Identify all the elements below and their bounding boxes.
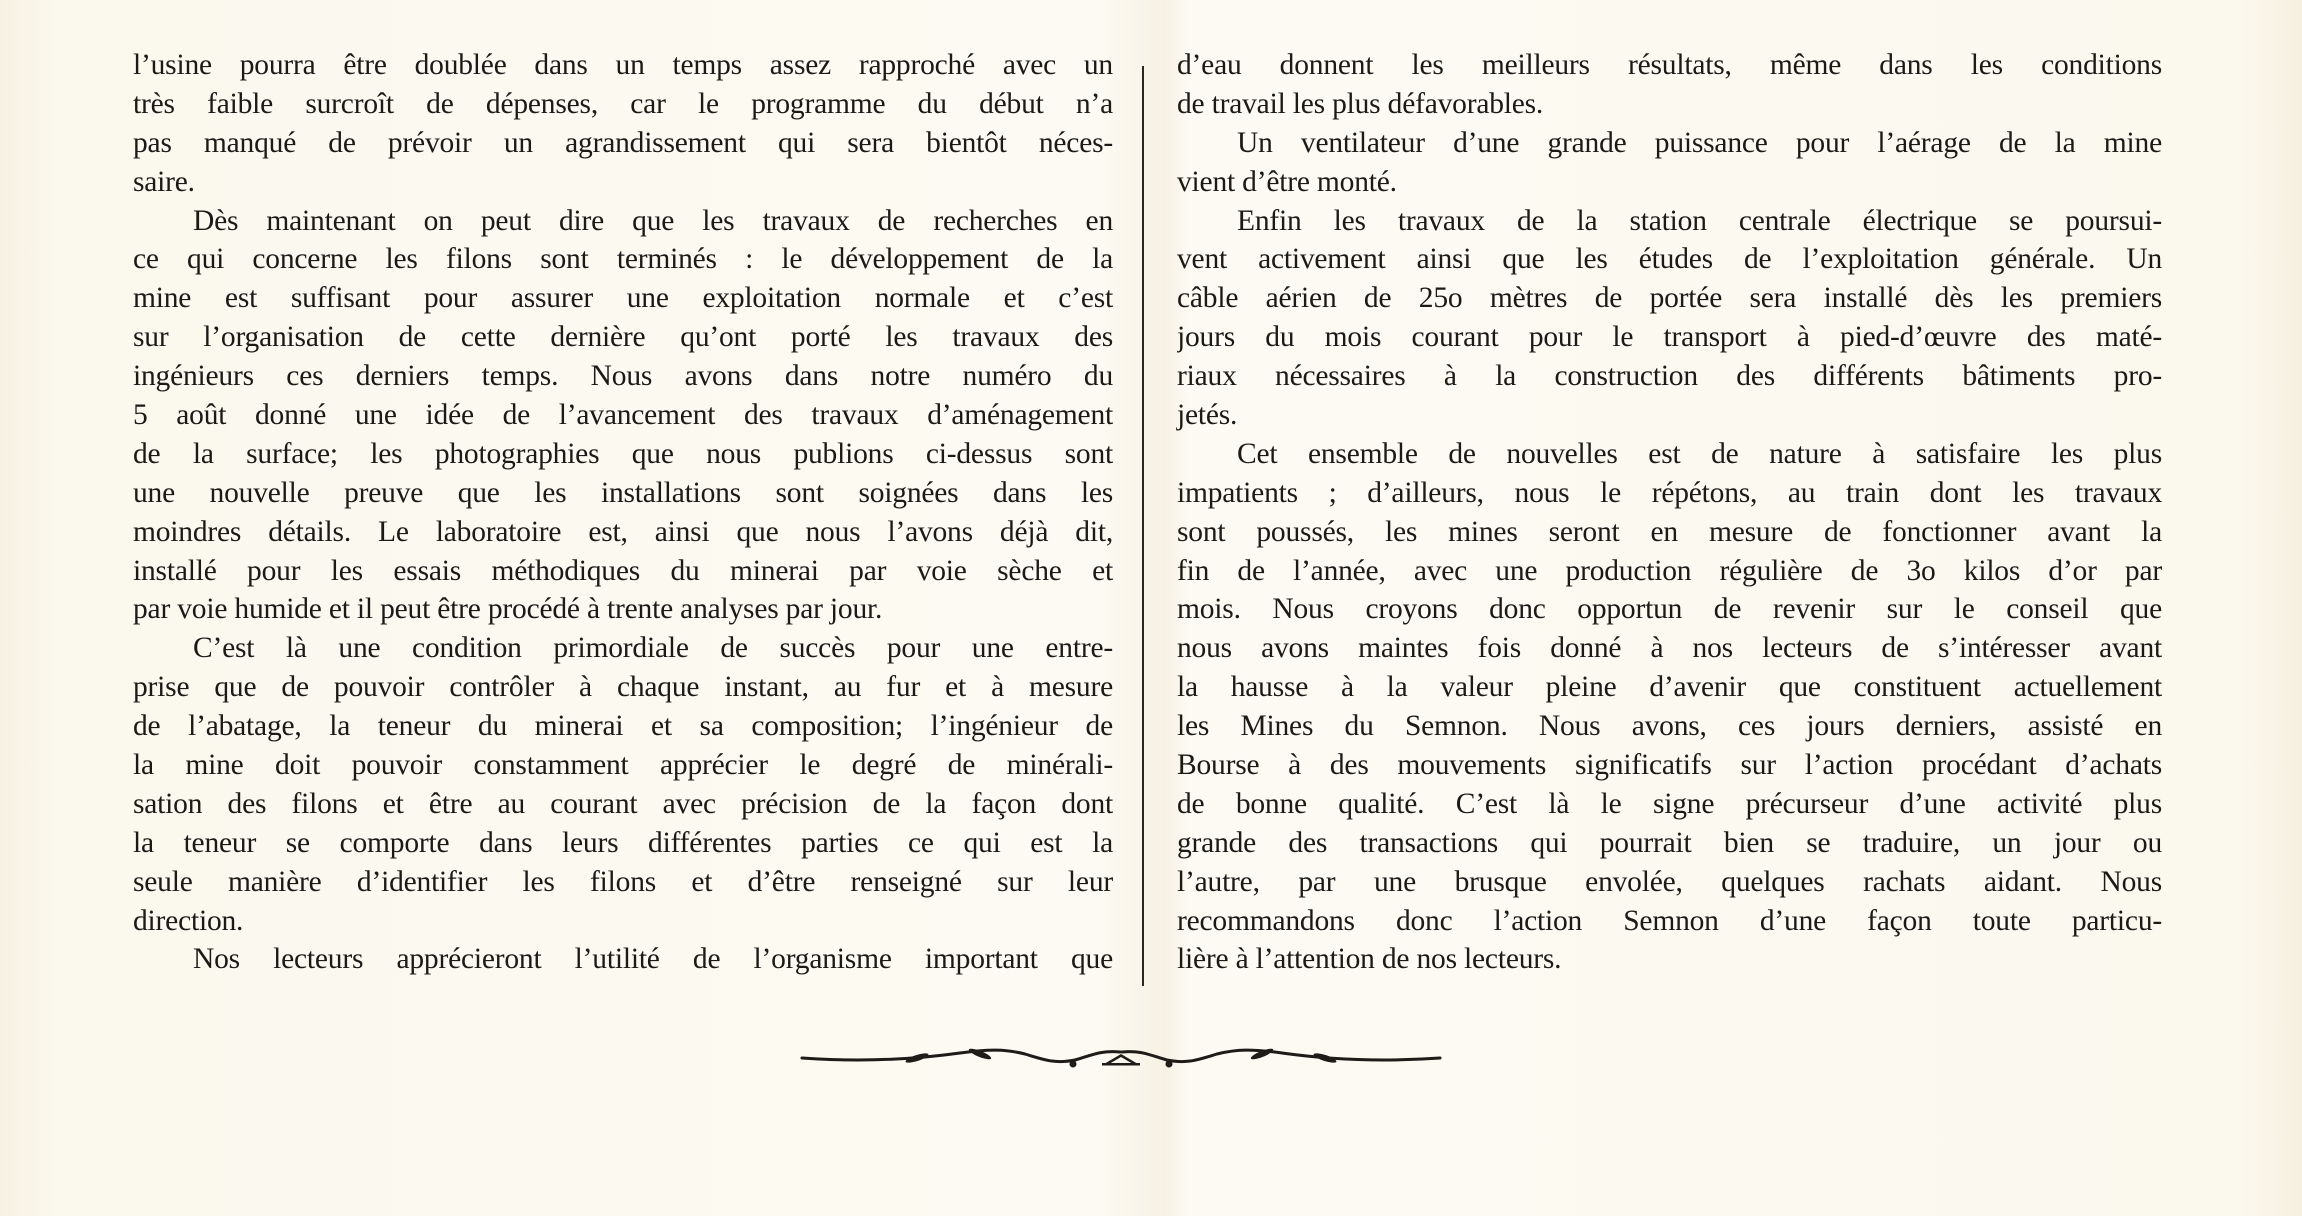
text-line: mine est suffisant pour assurer une exploitation normale et c’est [133, 282, 1113, 315]
text-line: prise que de pouvoir contrôler à chaque instant, au fur et à mesure [133, 671, 1113, 704]
text-line: la hausse à la valeur pleine d’avenir que constituent actuellement [1177, 671, 2162, 704]
left-column [133, 46, 1113, 979]
text-line: impatients ; d’ailleurs, nous le répétons, au train dont les travaux [1177, 476, 2162, 509]
text-line: de travail les plus défavorables. [1177, 87, 1544, 120]
text-line: Enfin les travaux de la station centrale électrique se poursui- [1237, 204, 2162, 237]
text-line: la mine doit pouvoir constamment apprécier le degré de minérali- [133, 749, 1113, 782]
text-line: moindres détails. Le laboratoire est, ainsi que nous l’avons déjà dit, [133, 515, 1113, 548]
text-line: sur l’organisation de cette dernière qu’ont porté les travaux des [133, 321, 1113, 354]
text-line: grande des transactions qui pourrait bien se traduire, un jour ou [1177, 826, 2162, 859]
text-line: de l’abatage, la teneur du minerai et sa composition; l’ingénieur de [133, 710, 1113, 743]
text-line: les Mines du Semnon. Nous avons, ces jours derniers, assisté en [1177, 710, 2162, 743]
fleuron-divider-icon [800, 1036, 1442, 1076]
text-line: Cet ensemble de nouvelles est de nature à satisfaire les plus [1237, 437, 2162, 470]
column-divider [1142, 66, 1144, 986]
text-line: saire. [133, 165, 195, 198]
text-line: pas manqué de prévoir un agrandissement qui sera bientôt néces- [133, 126, 1113, 159]
text-line: l’autre, par une brusque envolée, quelques rachats aidant. Nous [1177, 865, 2162, 898]
text-line: Dès maintenant on peut dire que les travaux de recherches en [193, 204, 1113, 237]
text-line: d’eau donnent les meilleurs résultats, même dans les conditions [1177, 49, 2162, 81]
right-column [1177, 46, 2162, 979]
text-line: câble aérien de 25o mètres de portée sera installé dès les premiers [1177, 282, 2162, 315]
text-line: ingénieurs ces derniers temps. Nous avons dans notre numéro du [133, 360, 1113, 393]
text-line: jetés. [1177, 399, 1238, 432]
text-line: l’usine pourra être doublée dans un temps assez rapproché avec un [133, 49, 1113, 81]
text-line: installé pour les essais méthodiques du minerai par voie sèche et [133, 554, 1113, 587]
text-line: C’est là une condition primordiale de succès pour une entre- [193, 632, 1113, 665]
text-line: Un ventilateur d’une grande puissance pour l’aérage de la mine [1237, 126, 2162, 159]
text-line: seule manière d’identifier les filons et d’être renseigné sur leur [133, 865, 1113, 898]
text-line: la teneur se comporte dans leurs différentes parties ce qui est la [133, 826, 1113, 859]
text-line: jours du mois courant pour le transport à pied-d’œuvre des maté- [1177, 321, 2162, 354]
text-line: par voie humide et il peut être procédé à trente analyses par jour. [133, 593, 883, 626]
text-line: fin de l’année, avec une production régulière de 3o kilos d’or par [1177, 554, 2162, 587]
text-line: sation des filons et être au courant avec précision de la façon dont [133, 787, 1113, 820]
text-line: riaux nécessaires à la construction des différents bâtiments pro- [1177, 360, 2162, 393]
text-line: très faible surcroît de dépenses, car le programme du début n’a [133, 87, 1113, 120]
text-line: de la surface; les photographies que nous publions ci-dessus sont [133, 437, 1113, 470]
text-line: Nos lecteurs apprécieront l’utilité de l’organisme important que [193, 943, 1113, 976]
text-line: lière à l’attention de nos lecteurs. [1177, 943, 1562, 976]
text-line: une nouvelle preuve que les installations sont soignées dans les [133, 476, 1113, 509]
text-line: ce qui concerne les filons sont terminés : le développement de la [133, 243, 1113, 276]
text-line: sont poussés, les mines seront en mesure de fonctionner avant la [1177, 515, 2162, 548]
text-line: vent activement ainsi que les études de l’exploitation générale. Un [1177, 243, 2162, 276]
text-line: vient d’être monté. [1177, 165, 1397, 198]
text-line: mois. Nous croyons donc opportun de revenir sur le conseil que [1177, 593, 2162, 626]
text-line: Bourse à des mouvements significatifs sur l’action procédant d’achats [1177, 749, 2162, 782]
text-line: 5 août donné une idée de l’avancement des travaux d’aménagement [133, 399, 1113, 432]
text-line: nous avons maintes fois donné à nos lecteurs de s’intéresser avant [1177, 632, 2162, 665]
text-line: recommandons donc l’action Semnon d’une façon toute particu- [1177, 904, 2162, 937]
text-line: direction. [133, 904, 244, 937]
text-line: de bonne qualité. C’est là le signe précurseur d’une activité plus [1177, 787, 2162, 820]
